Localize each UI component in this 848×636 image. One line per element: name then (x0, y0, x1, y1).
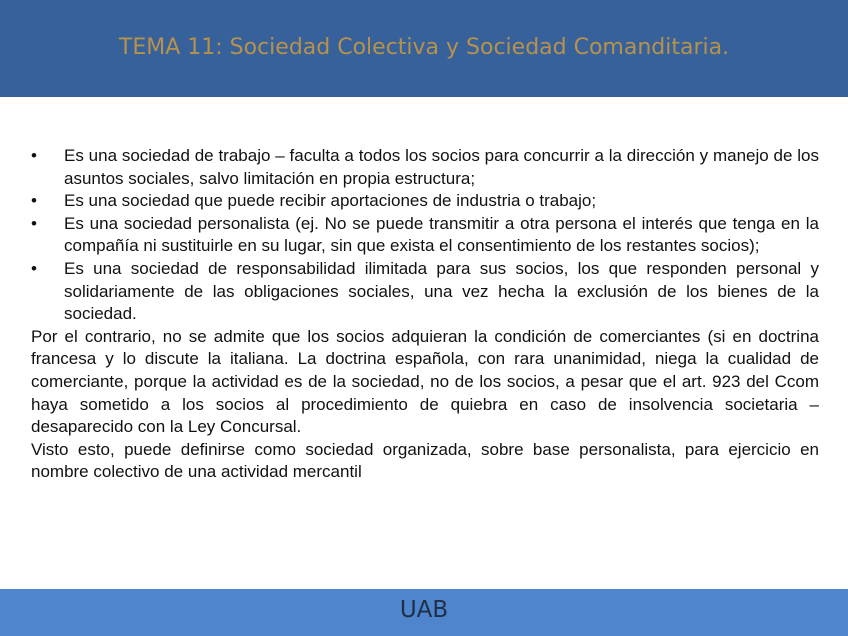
bullet-item (31, 213, 819, 258)
bullet-item (31, 258, 819, 326)
bullet-icon: • (31, 258, 37, 278)
slide-header (0, 0, 848, 97)
bullet-text: Es una sociedad de trabajo – faculta a todos los socios para concurrir a la dirección y manejo de los asuntos sociales, salvo limitación en propia estructura; (64, 146, 819, 188)
paragraph-definition: Visto esto, puede definirse como sociedad organizada, sobre base personalista, para ejercicio en nombre colectivo de una actividad mercantil (31, 439, 819, 482)
bullet-icon: • (31, 146, 37, 165)
bullet-icon: • (31, 213, 37, 233)
bullet-text: Es una sociedad personalista (ej. No se puede transmitir a otra persona el interés que tenga en la compañía ni sustituirle en su lugar, sin que exista el consentimiento de los restantes socios); (64, 213, 819, 256)
paragraph-contrary: Por el contrario, no se admite que los socios adquieran la condición de comerciantes (si en doctrina francesa y lo discute la italiana. La doctrina española, con rara unanimidad, niega la cualidad de comerciante, porque la actividad es de la sociedad, no de los socios, a pesar que el art. 923 del Ccom haya sometido a los socios al procedimiento de quiebra en caso de insolvencia societaria – desaparecido con la Ley Concursal. (31, 326, 819, 437)
bullet-text: Es una sociedad de responsabilidad ilimitada para sus socios, los que responden personal y solidariamente de las obligaciones sociales, una vez hecha la exclusión de los bienes de la sociedad. (64, 258, 819, 324)
bullet-text: Es una sociedad que puede recibir aportaciones de industria o trabajo; (64, 191, 597, 211)
bullet-item (31, 145, 819, 190)
slide-title: TEMA 11: Sociedad Colectiva y Sociedad Comanditaria. (118, 35, 730, 60)
bullet-list (31, 145, 819, 326)
slide-content (31, 145, 819, 484)
footer-label: UAB (399, 597, 449, 623)
bullet-item (31, 190, 819, 213)
slide-footer (0, 589, 848, 636)
bullet-icon: • (31, 191, 37, 211)
